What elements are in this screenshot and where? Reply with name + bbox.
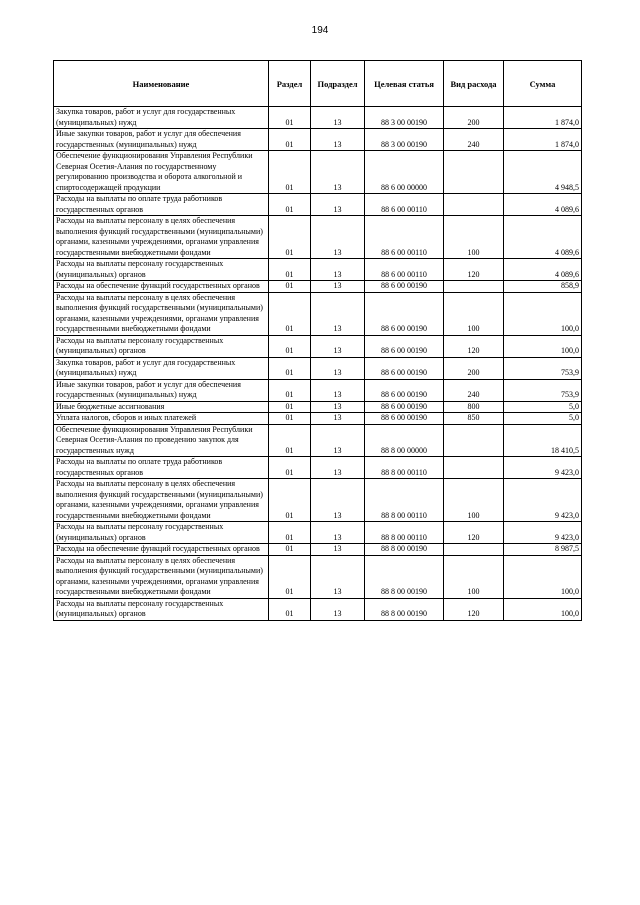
cell-vid: 240	[444, 129, 504, 151]
table-row	[54, 107, 582, 129]
cell-statya: 88 6 00 00190	[365, 379, 444, 401]
cell-summa: 9 423,0	[504, 522, 582, 544]
cell-summa: 8 987,5	[504, 544, 582, 556]
cell-statya: 88 6 00 00110	[365, 259, 444, 281]
table-row	[54, 544, 582, 556]
cell-summa: 100,0	[504, 598, 582, 620]
cell-summa: 4 948,5	[504, 151, 582, 194]
table-row	[54, 357, 582, 379]
cell-razdel: 01	[269, 479, 311, 522]
cell-razdel: 01	[269, 129, 311, 151]
table-row	[54, 129, 582, 151]
cell-podrazdel: 13	[311, 357, 365, 379]
cell-summa: 100,0	[504, 292, 582, 335]
cell-summa: 9 423,0	[504, 457, 582, 479]
cell-statya: 88 8 00 00110	[365, 522, 444, 544]
table-row	[54, 194, 582, 216]
cell-vid: 850	[444, 413, 504, 425]
cell-name: Иные бюджетные ассигнования	[54, 401, 269, 413]
table-row	[54, 259, 582, 281]
cell-podrazdel: 13	[311, 129, 365, 151]
cell-podrazdel: 13	[311, 292, 365, 335]
cell-summa: 5,0	[504, 401, 582, 413]
table-row	[54, 413, 582, 425]
cell-statya: 88 6 00 00190	[365, 401, 444, 413]
cell-razdel: 01	[269, 413, 311, 425]
header-podrazdel: Подраздел	[311, 61, 365, 107]
cell-name: Обеспечение функционирования Управления Республики Северная Осетия-Алания по государственному регулированию производства и оборота алкогольной и спиртосодержащей продукции	[54, 151, 269, 194]
cell-vid: 100	[444, 555, 504, 598]
cell-vid: 100	[444, 292, 504, 335]
cell-razdel: 01	[269, 335, 311, 357]
table-row	[54, 424, 582, 457]
cell-statya: 88 8 00 00110	[365, 479, 444, 522]
cell-vid	[444, 151, 504, 194]
cell-name: Закупка товаров, работ и услуг для государственных (муниципальных) нужд	[54, 357, 269, 379]
budget-table	[53, 60, 582, 621]
cell-statya: 88 6 00 00110	[365, 216, 444, 259]
cell-podrazdel: 13	[311, 544, 365, 556]
table-row	[54, 479, 582, 522]
cell-vid: 120	[444, 259, 504, 281]
header-name: Наименование	[54, 61, 269, 107]
cell-vid: 120	[444, 335, 504, 357]
cell-statya: 88 3 00 00190	[365, 107, 444, 129]
cell-podrazdel: 13	[311, 457, 365, 479]
cell-razdel: 01	[269, 357, 311, 379]
cell-podrazdel: 13	[311, 216, 365, 259]
cell-name: Расходы на выплаты персоналу в целях обеспечения выполнения функций государственными (муниципальными) органами, казенными учреждениями, органами управления государственными внебюджетными фондами	[54, 479, 269, 522]
table-body	[54, 107, 582, 621]
cell-name: Расходы на выплаты по оплате труда работников государственных органов	[54, 457, 269, 479]
cell-summa: 858,9	[504, 281, 582, 293]
cell-vid: 240	[444, 379, 504, 401]
cell-razdel: 01	[269, 107, 311, 129]
cell-statya: 88 8 00 00000	[365, 424, 444, 457]
cell-vid	[444, 194, 504, 216]
cell-razdel: 01	[269, 151, 311, 194]
cell-razdel: 01	[269, 555, 311, 598]
cell-statya: 88 6 00 00190	[365, 413, 444, 425]
table-header-row	[54, 61, 582, 107]
cell-name: Расходы на выплаты персоналу в целях обеспечения выполнения функций государственными (муниципальными) органами, казенными учреждениями, органами управления государственными внебюджетными фондами	[54, 216, 269, 259]
header-razdel: Раздел	[269, 61, 311, 107]
cell-razdel: 01	[269, 292, 311, 335]
cell-podrazdel: 13	[311, 413, 365, 425]
cell-vid	[444, 544, 504, 556]
cell-podrazdel: 13	[311, 424, 365, 457]
cell-podrazdel: 13	[311, 335, 365, 357]
cell-podrazdel: 13	[311, 194, 365, 216]
cell-summa: 1 874,0	[504, 129, 582, 151]
cell-statya: 88 6 00 00190	[365, 292, 444, 335]
cell-razdel: 01	[269, 424, 311, 457]
cell-vid: 200	[444, 107, 504, 129]
table-row	[54, 292, 582, 335]
cell-razdel: 01	[269, 522, 311, 544]
cell-podrazdel: 13	[311, 259, 365, 281]
cell-vid: 120	[444, 522, 504, 544]
cell-podrazdel: 13	[311, 479, 365, 522]
table-row	[54, 598, 582, 620]
cell-name: Расходы на выплаты персоналу государственных (муниципальных) органов	[54, 598, 269, 620]
cell-statya: 88 8 00 00190	[365, 544, 444, 556]
cell-vid	[444, 281, 504, 293]
cell-podrazdel: 13	[311, 598, 365, 620]
cell-podrazdel: 13	[311, 401, 365, 413]
cell-name: Расходы на обеспечение функций государственных органов	[54, 281, 269, 293]
cell-podrazdel: 13	[311, 379, 365, 401]
cell-vid	[444, 424, 504, 457]
cell-statya: 88 8 00 00190	[365, 598, 444, 620]
cell-razdel: 01	[269, 379, 311, 401]
cell-summa: 5,0	[504, 413, 582, 425]
cell-summa: 753,9	[504, 357, 582, 379]
cell-podrazdel: 13	[311, 555, 365, 598]
cell-summa: 4 089,6	[504, 259, 582, 281]
cell-razdel: 01	[269, 457, 311, 479]
cell-vid: 800	[444, 401, 504, 413]
cell-razdel: 01	[269, 544, 311, 556]
cell-podrazdel: 13	[311, 522, 365, 544]
cell-name: Закупка товаров, работ и услуг для государственных (муниципальных) нужд	[54, 107, 269, 129]
table-row	[54, 457, 582, 479]
cell-statya: 88 8 00 00110	[365, 457, 444, 479]
cell-vid: 200	[444, 357, 504, 379]
cell-statya: 88 6 00 00190	[365, 357, 444, 379]
header-summa: Сумма	[504, 61, 582, 107]
cell-podrazdel: 13	[311, 151, 365, 194]
cell-name: Расходы на выплаты персоналу в целях обеспечения выполнения функций государственными (муниципальными) органами, казенными учреждениями, органами управления государственными внебюджетными фондами	[54, 292, 269, 335]
cell-summa: 100,0	[504, 335, 582, 357]
header-statya: Целевая статья	[365, 61, 444, 107]
cell-summa: 18 410,5	[504, 424, 582, 457]
cell-name: Иные закупки товаров, работ и услуг для обеспечения государственных (муниципальных) нужд	[54, 379, 269, 401]
cell-podrazdel: 13	[311, 107, 365, 129]
cell-statya: 88 6 00 00190	[365, 281, 444, 293]
cell-statya: 88 3 00 00190	[365, 129, 444, 151]
table-row	[54, 401, 582, 413]
table-row	[54, 555, 582, 598]
cell-vid: 100	[444, 216, 504, 259]
cell-razdel: 01	[269, 194, 311, 216]
page-number: 194	[311, 25, 329, 36]
cell-statya: 88 8 00 00190	[365, 555, 444, 598]
cell-vid: 120	[444, 598, 504, 620]
cell-name: Расходы на выплаты персоналу государственных (муниципальных) органов	[54, 522, 269, 544]
table-row	[54, 522, 582, 544]
cell-name: Обеспечение функционирования Управления Республики Северная Осетия-Алания по проведению закупок для государственных нужд	[54, 424, 269, 457]
cell-name: Уплата налогов, сборов и иных платежей	[54, 413, 269, 425]
cell-vid: 100	[444, 479, 504, 522]
cell-razdel: 01	[269, 598, 311, 620]
cell-summa: 100,0	[504, 555, 582, 598]
cell-statya: 88 6 00 00110	[365, 194, 444, 216]
table-row	[54, 216, 582, 259]
cell-summa: 753,9	[504, 379, 582, 401]
cell-name: Иные закупки товаров, работ и услуг для обеспечения государственных (муниципальных) нужд	[54, 129, 269, 151]
cell-name: Расходы на выплаты персоналу государственных (муниципальных) органов	[54, 335, 269, 357]
cell-vid	[444, 457, 504, 479]
cell-razdel: 01	[269, 281, 311, 293]
table-row	[54, 379, 582, 401]
cell-statya: 88 6 00 00190	[365, 335, 444, 357]
cell-summa: 9 423,0	[504, 479, 582, 522]
cell-name: Расходы на выплаты по оплате труда работников государственных органов	[54, 194, 269, 216]
cell-statya: 88 6 00 00000	[365, 151, 444, 194]
cell-summa: 1 874,0	[504, 107, 582, 129]
cell-podrazdel: 13	[311, 281, 365, 293]
cell-razdel: 01	[269, 216, 311, 259]
cell-razdel: 01	[269, 401, 311, 413]
cell-name: Расходы на выплаты персоналу в целях обеспечения выполнения функций государственными (муниципальными) органами, казенными учреждениями, органами управления государственными внебюджетными фондами	[54, 555, 269, 598]
cell-name: Расходы на обеспечение функций государственных органов	[54, 544, 269, 556]
cell-razdel: 01	[269, 259, 311, 281]
table-row	[54, 335, 582, 357]
cell-name: Расходы на выплаты персоналу государственных (муниципальных) органов	[54, 259, 269, 281]
cell-summa: 4 089,6	[504, 194, 582, 216]
cell-summa: 4 089,6	[504, 216, 582, 259]
table-row	[54, 281, 582, 293]
header-vid: Вид расхода	[444, 61, 504, 107]
table-row	[54, 151, 582, 194]
